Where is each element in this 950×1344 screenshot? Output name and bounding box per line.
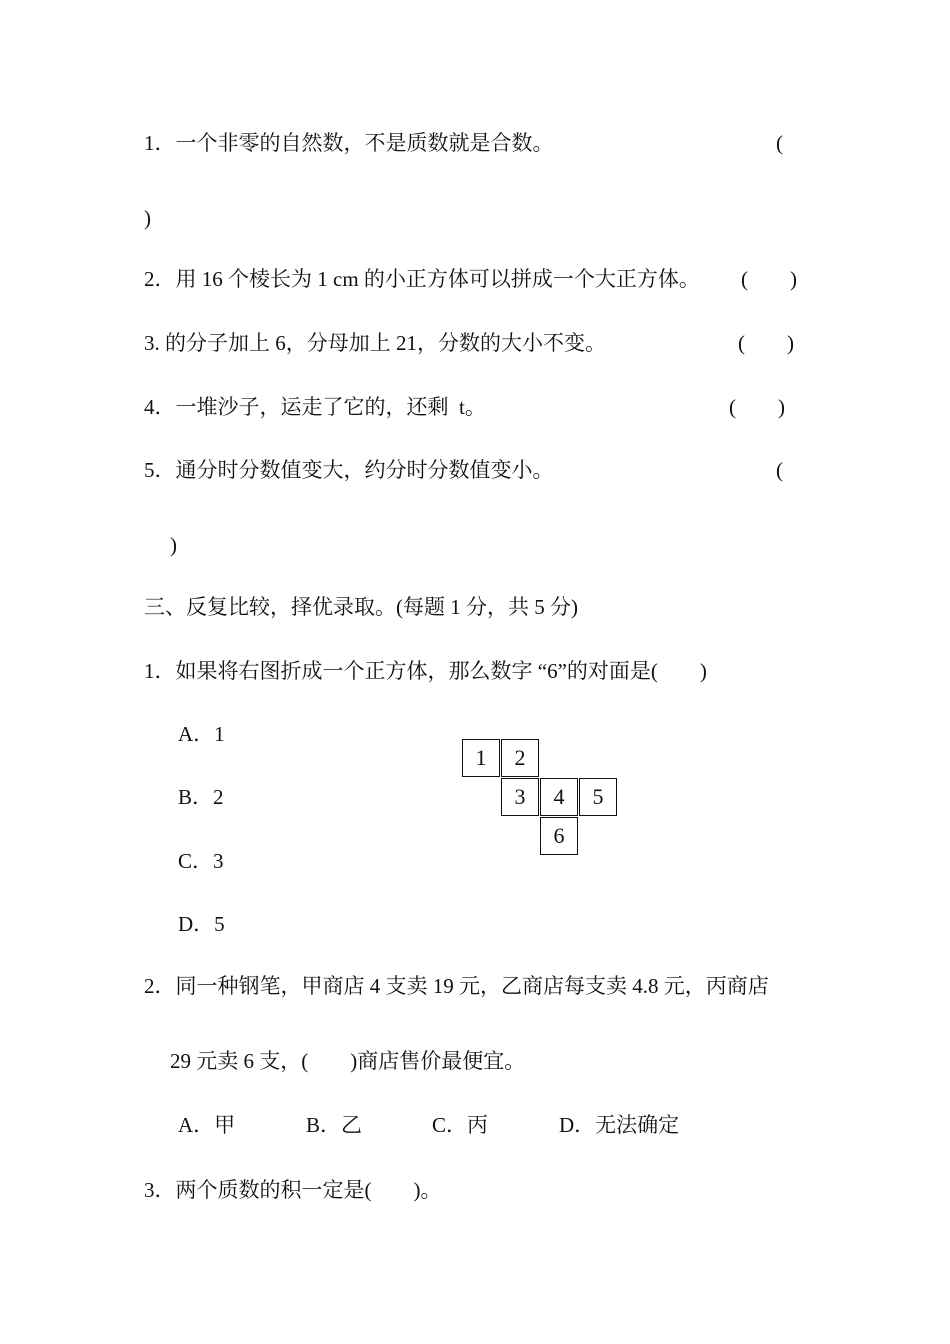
judgment-q3-blank[interactable]: ( )	[738, 331, 794, 355]
cube-net-cell: 4	[540, 778, 578, 816]
choice-q2-line2: 29 元卖 6 支，( )商店售价最便宜。	[170, 1049, 526, 1073]
section-3-title: 三、反复比较，择优录取。(每题 1 分，共 5 分)	[144, 595, 578, 619]
judgment-q1-text: 1．一个非零的自然数，不是质数就是合数。	[144, 131, 554, 155]
choice-q2-line1: 2．同一种钢笔，甲商店 4 支卖 19 元，乙商店每支卖 4.8 元，丙商店	[144, 974, 769, 998]
choice-q2-option-b[interactable]: B．乙	[306, 1113, 363, 1137]
judgment-q5-blank-close[interactable]: )	[170, 533, 177, 557]
judgment-q2-blank[interactable]: ( )	[741, 267, 797, 291]
judgment-q1-blank-open[interactable]: (	[776, 131, 783, 155]
judgment-q2-text: 2．用 16 个棱长为 1 cm 的小正方体可以拼成一个大正方体。	[144, 267, 700, 291]
judgment-q3-text: 3. 的分子加上 6，分母加上 21，分数的大小不变。	[144, 331, 606, 355]
cube-net-cell: 6	[540, 817, 578, 855]
choice-q2-option-c[interactable]: C．丙	[432, 1113, 489, 1137]
cube-net-cell: 2	[501, 739, 539, 777]
cube-net-figure	[462, 739, 622, 859]
choice-q2-option-a[interactable]: A．甲	[178, 1113, 236, 1137]
cube-net-cell: 3	[501, 778, 539, 816]
choice-q2-option-d[interactable]: D．无法确定	[559, 1113, 680, 1137]
cube-net-cell: 1	[462, 739, 500, 777]
choice-q1-option-b[interactable]: B．2	[178, 785, 224, 809]
choice-q1-option-d[interactable]: D．5	[178, 912, 225, 936]
judgment-q1-blank-close[interactable]: )	[144, 206, 151, 230]
choice-q3-text: 3．两个质数的积一定是( )。	[144, 1178, 442, 1202]
cube-net-cell: 5	[579, 778, 617, 816]
choice-q1-text: 1．如果将右图折成一个正方体，那么数字 “6”的对面是( )	[144, 659, 707, 683]
choice-q1-option-c[interactable]: C．3	[178, 849, 224, 873]
judgment-q5-text: 5．通分时分数值变大，约分时分数值变小。	[144, 458, 554, 482]
judgment-q5-blank-open[interactable]: (	[776, 458, 783, 482]
choice-q1-option-a[interactable]: A．1	[178, 722, 225, 746]
judgment-q4-blank[interactable]: ( )	[729, 395, 785, 419]
judgment-q4-text: 4．一堆沙子，运走了它的，还剩 t。	[144, 395, 486, 419]
